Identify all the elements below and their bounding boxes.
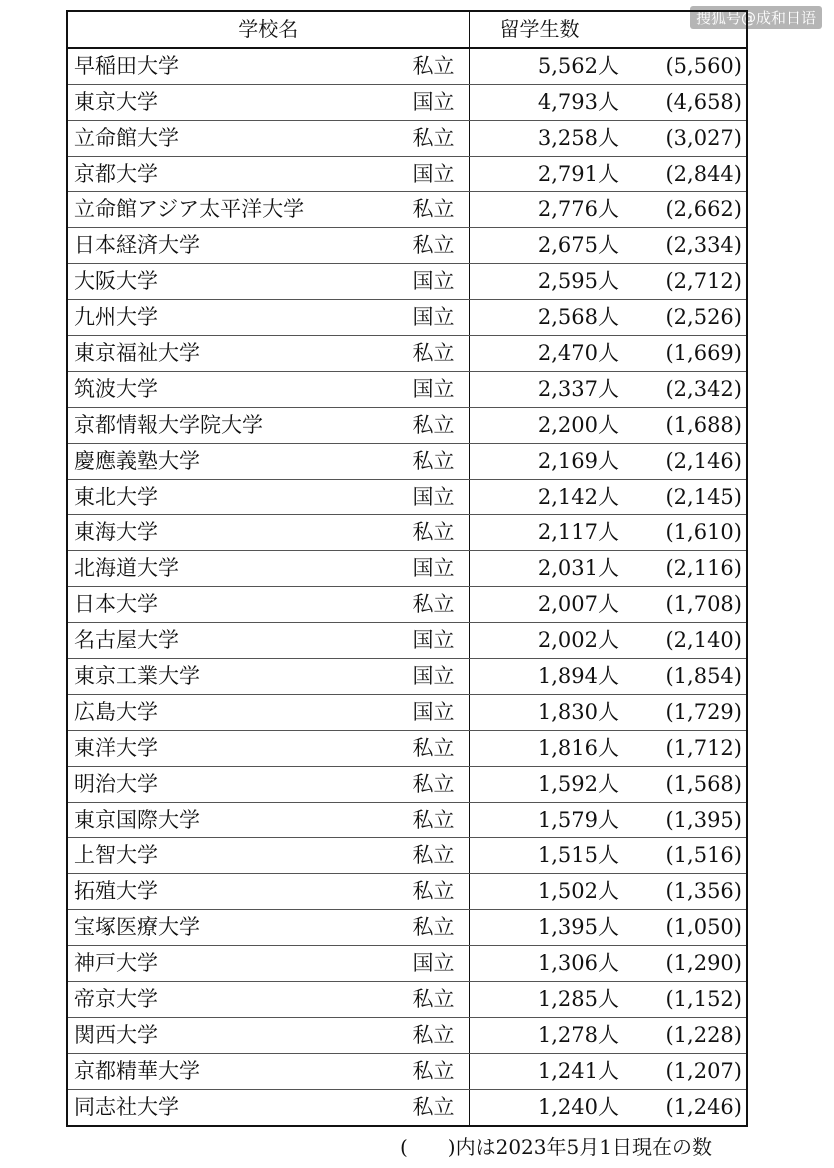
school-type-cell: 国立	[393, 623, 469, 659]
student-count-cell: 2,337人	[469, 371, 627, 407]
table-row	[67, 120, 747, 156]
student-count-cell: 2,791人	[469, 156, 627, 192]
school-type-cell: 私立	[393, 587, 469, 623]
table-row	[67, 802, 747, 838]
previous-count-cell: (1,688)	[627, 407, 747, 443]
school-name-cell: 東海大学	[67, 515, 393, 551]
school-name-cell: 名古屋大学	[67, 623, 393, 659]
school-name-cell: 東京大学	[67, 84, 393, 120]
student-count-cell: 2,776人	[469, 192, 627, 228]
previous-count-cell: (1,228)	[627, 1017, 747, 1053]
school-type-cell: 私立	[393, 120, 469, 156]
previous-count-cell: (1,729)	[627, 694, 747, 730]
table-row	[67, 1017, 747, 1053]
previous-count-cell: (1,246)	[665, 1094, 742, 1119]
table-row	[67, 228, 747, 264]
previous-count-cell: (1,610)	[627, 515, 747, 551]
table-row	[67, 838, 747, 874]
previous-count-cell: (2,526)	[627, 300, 747, 336]
school-name-cell: 慶應義塾大学	[67, 443, 393, 479]
school-name-cell: 九州大学	[67, 300, 393, 336]
table-row	[67, 336, 747, 372]
student-count-cell: 2,169人	[469, 443, 627, 479]
previous-count-cell: (3,027)	[627, 120, 747, 156]
header-students: 留学生数	[469, 11, 747, 48]
school-type-cell: 私立	[393, 1053, 469, 1089]
student-count-cell: 1,502人	[469, 874, 627, 910]
student-count-cell: 2,595人	[469, 264, 627, 300]
previous-count-cell: (1,395)	[627, 802, 747, 838]
previous-count-cell: (1,050)	[627, 910, 747, 946]
table-row	[67, 48, 747, 84]
table-row	[67, 946, 747, 982]
student-count-cell: 5,562人	[469, 48, 627, 84]
previous-count-cell: (2,145)	[627, 479, 747, 515]
international-students-table	[66, 10, 748, 1127]
school-type-cell: 私立	[393, 802, 469, 838]
table-row	[67, 694, 747, 730]
previous-count-cell: (5,560)	[627, 48, 747, 84]
previous-count-cell: (2,146)	[627, 443, 747, 479]
student-count-cell: 1,592人	[469, 766, 627, 802]
watermark: 搜狐号@成和日语	[690, 6, 822, 29]
school-name-cell: 東京国際大学	[67, 802, 393, 838]
school-type-cell: 私立	[393, 1017, 469, 1053]
table-row	[67, 407, 747, 443]
previous-count-cell: (1,568)	[627, 766, 747, 802]
table-row	[67, 443, 747, 479]
school-type-cell: 私立	[393, 910, 469, 946]
previous-count-cell: (2,662)	[627, 192, 747, 228]
school-name-cell: 東北大学	[67, 479, 393, 515]
previous-count-cell: (1,712)	[627, 730, 747, 766]
table-row	[67, 874, 747, 910]
table-row	[67, 300, 747, 336]
school-type-cell: 私立	[393, 192, 469, 228]
student-count-cell: 3,258人	[469, 120, 627, 156]
previous-count-cell: (1,516)	[627, 838, 747, 874]
previous-count-cell: (2,712)	[627, 264, 747, 300]
school-type-cell: 私立	[393, 766, 469, 802]
school-name-cell: 早稲田大学	[67, 48, 393, 84]
student-count-cell: 4,793人	[469, 84, 627, 120]
table-row	[67, 371, 747, 407]
previous-count-cell: (2,334)	[627, 228, 747, 264]
school-name-cell: 東京工業大学	[67, 659, 393, 695]
student-count-cell: 2,568人	[469, 300, 627, 336]
school-type-cell: 国立	[393, 659, 469, 695]
school-name-cell: 広島大学	[67, 694, 393, 730]
school-name-cell: 立命館アジア太平洋大学	[67, 192, 393, 228]
school-type-cell: 私立	[393, 982, 469, 1018]
school-name-cell: 北海道大学	[67, 551, 393, 587]
school-name-cell: 日本経済大学	[67, 228, 393, 264]
school-type-cell: 私立	[393, 1089, 469, 1125]
table-row	[67, 264, 747, 300]
school-name-cell: 関西大学	[67, 1017, 393, 1053]
student-count-cell: 2,002人	[469, 623, 627, 659]
school-type-cell: 国立	[393, 694, 469, 730]
school-type-cell: 私立	[393, 48, 469, 84]
student-count-cell: 1,306人	[469, 946, 627, 982]
table-row	[67, 479, 747, 515]
table-row	[67, 1089, 747, 1125]
student-count-cell: 1,579人	[469, 802, 627, 838]
previous-count-cell: (1,854)	[627, 659, 747, 695]
school-type-cell: 国立	[393, 300, 469, 336]
school-name-cell: 立命館大学	[67, 120, 393, 156]
student-count-cell: 2,200人	[469, 407, 627, 443]
previous-count-cell: (2,844)	[627, 156, 747, 192]
student-count-cell: 1,285人	[469, 982, 627, 1018]
table-row	[67, 156, 747, 192]
student-count-cell: 1,395人	[469, 910, 627, 946]
school-type-cell: 私立	[393, 407, 469, 443]
header-school-name: 学校名	[67, 11, 469, 48]
school-type-cell: 私立	[393, 336, 469, 372]
school-type-cell: 私立	[393, 515, 469, 551]
school-name-cell: 帝京大学	[67, 982, 393, 1018]
table-row	[67, 587, 747, 623]
school-type-cell: 国立	[393, 156, 469, 192]
student-count-cell: 1,894人	[469, 659, 627, 695]
school-name-cell: 京都情報大学院大学	[67, 407, 393, 443]
table-row	[67, 730, 747, 766]
table-row	[67, 766, 747, 802]
previous-count-cell: (4,658)	[627, 84, 747, 120]
school-name-cell: 上智大学	[67, 838, 393, 874]
student-count-cell: 1,816人	[469, 730, 627, 766]
previous-count-cell: (1,207)	[627, 1053, 747, 1089]
school-type-cell: 私立	[393, 443, 469, 479]
previous-count-cell: (2,116)	[627, 551, 747, 587]
table-row	[67, 1053, 747, 1089]
school-name-cell: 同志社大学	[74, 1094, 179, 1119]
school-name-cell: 大阪大学	[67, 264, 393, 300]
previous-count-cell: (1,708)	[627, 587, 747, 623]
previous-count-cell: (1,356)	[627, 874, 747, 910]
previous-count-cell: (1,669)	[627, 336, 747, 372]
previous-count-cell: (1,290)	[627, 946, 747, 982]
table-row	[67, 192, 747, 228]
table-row	[67, 84, 747, 120]
school-name-cell: 東洋大学	[67, 730, 393, 766]
table-row	[67, 910, 747, 946]
table-row	[67, 982, 747, 1018]
school-type-cell: 国立	[393, 371, 469, 407]
school-type-cell: 国立	[393, 479, 469, 515]
table-header-row	[67, 11, 747, 48]
school-name-cell: 拓殖大学	[67, 874, 393, 910]
school-name-cell: 宝塚医療大学	[67, 910, 393, 946]
school-type-cell: 国立	[393, 551, 469, 587]
table-body	[67, 48, 747, 1126]
table-row	[67, 623, 747, 659]
school-type-cell: 私立	[393, 228, 469, 264]
previous-count-cell: (2,342)	[627, 371, 747, 407]
school-type-cell: 私立	[393, 874, 469, 910]
previous-count-cell: (1,152)	[627, 982, 747, 1018]
school-name-cell: 神戸大学	[67, 946, 393, 982]
student-count-cell: 2,031人	[469, 551, 627, 587]
school-name-cell: 京都精華大学	[67, 1053, 393, 1089]
school-type-cell: 私立	[393, 838, 469, 874]
school-type-cell: 国立	[393, 84, 469, 120]
student-count-cell: 2,142人	[469, 479, 627, 515]
student-count-cell: 2,470人	[469, 336, 627, 372]
student-count-cell: 1,515人	[469, 838, 627, 874]
school-name-cell: 明治大学	[67, 766, 393, 802]
student-count-cell: 1,240人	[537, 1094, 619, 1119]
previous-count-cell: (2,140)	[627, 623, 747, 659]
student-count-cell: 1,830人	[469, 694, 627, 730]
school-name-cell: 筑波大学	[67, 371, 393, 407]
school-name-cell: 京都大学	[67, 156, 393, 192]
student-count-cell: 1,241人	[469, 1053, 627, 1089]
student-count-cell: 1,278人	[469, 1017, 627, 1053]
table-row	[67, 551, 747, 587]
table-row	[67, 659, 747, 695]
student-count-cell: 2,007人	[469, 587, 627, 623]
school-type-cell: 国立	[393, 946, 469, 982]
table-row	[67, 515, 747, 551]
school-name-cell: 東京福祉大学	[67, 336, 393, 372]
school-name-cell: 日本大学	[67, 587, 393, 623]
student-count-cell: 2,117人	[469, 515, 627, 551]
school-type-cell: 私立	[393, 730, 469, 766]
student-count-cell: 2,675人	[469, 228, 627, 264]
footnote: ( )内は2023年5月1日現在の数	[400, 1135, 712, 1159]
school-type-cell: 国立	[393, 264, 469, 300]
